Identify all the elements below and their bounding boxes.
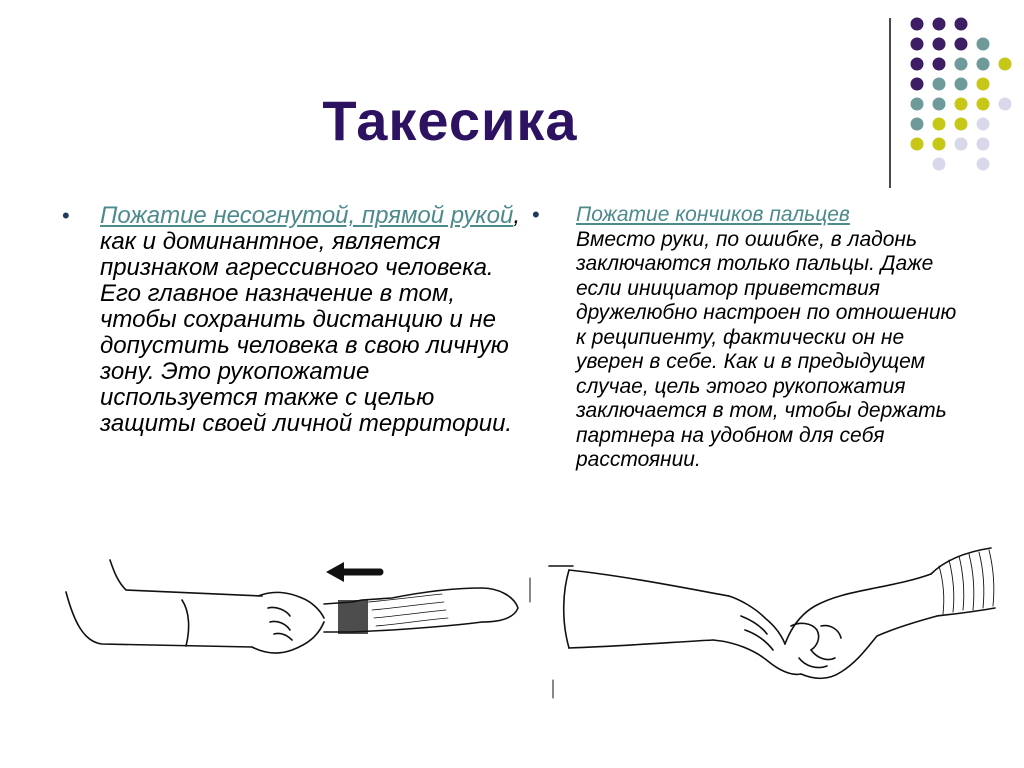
dot [911, 98, 924, 111]
link-straight-arm-handshake[interactable]: Пожатие несогнутой, прямой рукой [100, 202, 514, 229]
dot [955, 18, 968, 31]
dot [933, 98, 946, 111]
left-bullet-block [62, 203, 522, 437]
dot [933, 18, 946, 31]
dot [955, 98, 968, 111]
dot [977, 158, 990, 171]
right-bullet-text [576, 203, 972, 473]
dot [977, 138, 990, 151]
dot [933, 138, 946, 151]
slide-title: Такесика [322, 89, 578, 152]
link-fingertip-handshake[interactable]: Пожатие кончиков пальцев [576, 203, 850, 226]
dot [911, 58, 924, 71]
straight-arm-handshake-illustration [62, 552, 532, 672]
dot [911, 18, 924, 31]
dot [911, 118, 924, 131]
decorative-dot-grid [900, 12, 1024, 172]
dot [999, 98, 1012, 111]
dot [977, 38, 990, 51]
left-body-text: , как и доминантное, является признаком агрессивного человека. Его главное назначение в том, чтобы сохранить дистанцию и не допустить человека в свою личную зону. Это рукопожатие используется также с целью защиты своей личной территории. [100, 202, 521, 437]
bullet-marker: • [62, 203, 70, 228]
bullet-marker: • [532, 202, 540, 227]
right-body-text: Вместо руки, по ошибке, в ладонь заключаются только пальцы. Даже если инициатор приветствия дружелюбно настроен по отношению к реципиенту, фактически он не уверен в себе. Как и в предыдущем случае, цель этого рукопожатия заключается в том, чтобы держать партнера на удобном для себя расстоянии. [576, 227, 957, 471]
dot [933, 78, 946, 91]
dot [955, 58, 968, 71]
dot [977, 58, 990, 71]
dot [933, 158, 946, 171]
dot [911, 78, 924, 91]
fingertip-handshake-illustration [545, 530, 1005, 700]
decorative-divider-line [889, 18, 891, 188]
dot [911, 38, 924, 51]
dot [933, 38, 946, 51]
dot [955, 138, 968, 151]
dot [955, 78, 968, 91]
dot [977, 78, 990, 91]
right-bullet-block [532, 203, 972, 473]
left-bullet-text [100, 203, 522, 437]
dot [955, 38, 968, 51]
dot [977, 118, 990, 131]
dot [955, 118, 968, 131]
dot [933, 118, 946, 131]
dot [911, 138, 924, 151]
dot [999, 58, 1012, 71]
dot [977, 98, 990, 111]
dot [933, 58, 946, 71]
